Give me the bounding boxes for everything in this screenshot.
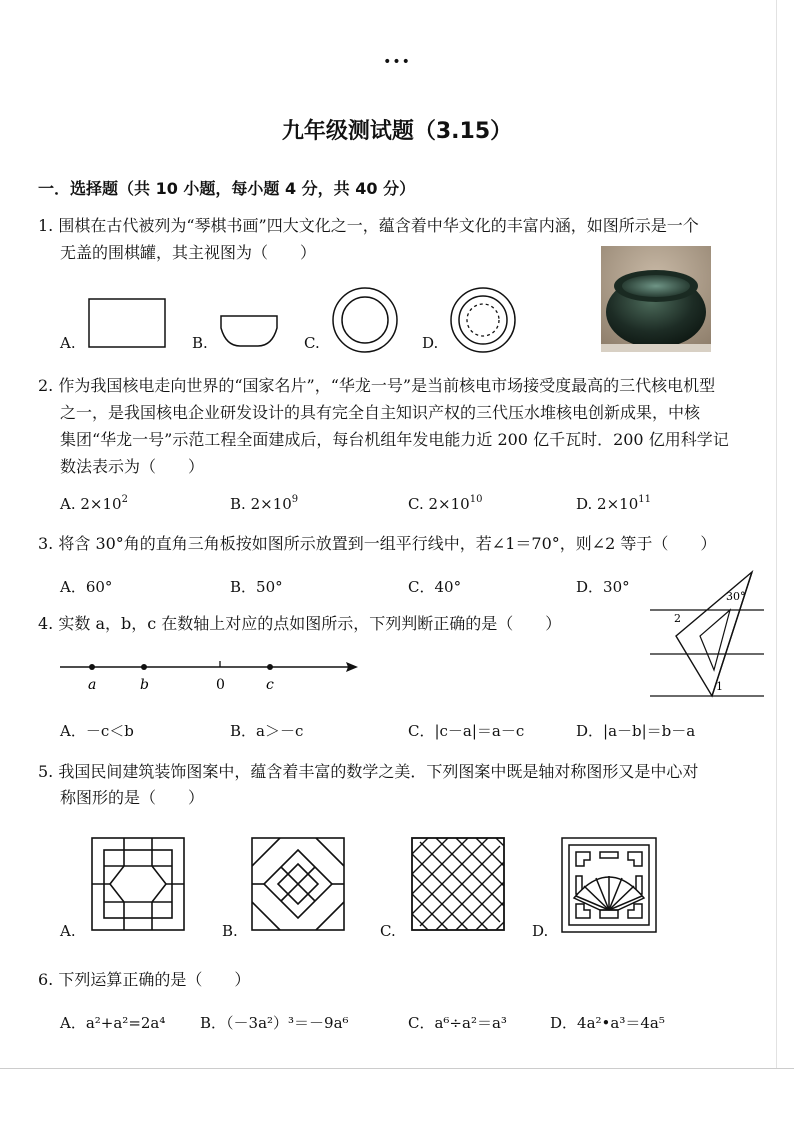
q6-text: 6. 下列运算正确的是（ ） xyxy=(38,970,251,989)
point-b xyxy=(141,664,147,670)
q2-option-a: A. $2\times 10^2$ xyxy=(60,494,128,513)
q5-option-b-knot-pattern xyxy=(250,836,346,932)
q1-option-b-bowl-figure xyxy=(218,310,280,350)
q6-option-d: D．4a²•a³＝4a⁵ xyxy=(550,1014,665,1032)
q4-option-a: A．－c＜b xyxy=(60,722,134,740)
q1-option-d-label: D. xyxy=(422,334,439,352)
q5-option-a-label: A. xyxy=(60,922,76,940)
page-edge xyxy=(776,0,777,1068)
q2-line3: 集团“华龙一号”示范工程全面建成后，每台机组年发电能力近 200 亿千瓦时．200 亿用科学记 xyxy=(60,430,729,449)
q4-option-c: C．|c－a|＝a－c xyxy=(408,722,525,740)
q3-triangle-figure xyxy=(642,566,772,706)
q4-option-d: D．|a－b|＝b－a xyxy=(576,722,696,740)
q2-line2: 之一，是我国核电企业研发设计的具有完全自主知识产权的三代压水堆核电创新成果，中核 xyxy=(60,403,701,422)
q6-option-a: A．a²+a²=2a⁴ xyxy=(60,1014,166,1032)
q1-option-c-label: C. xyxy=(304,334,320,352)
label-c: c xyxy=(266,677,274,693)
q2-line1: 2. 作为我国核电走向世界的“国家名片”，“华龙一号”是当前核电市场接受度最高的三代核电机型 xyxy=(38,376,716,395)
point-a xyxy=(89,664,95,670)
q3-option-a: A．60° xyxy=(60,578,113,596)
page-divider xyxy=(0,1068,794,1069)
q3-option-c: C．40° xyxy=(408,578,462,596)
q2-line4: 数法表示为（ ） xyxy=(60,457,205,476)
q3-angle-1-label: 1 xyxy=(716,680,723,693)
label-zero: 0 xyxy=(216,677,225,693)
point-c xyxy=(267,664,273,670)
q5-option-d-label: D. xyxy=(532,922,549,940)
triangle-inner xyxy=(700,610,730,670)
q5-line2: 称图形的是（ ） xyxy=(60,788,205,807)
label-a: a xyxy=(88,677,97,693)
q1-option-c-circles-figure xyxy=(330,285,400,355)
q1-option-d-circles-figure xyxy=(448,285,518,355)
q1-line2: 无盖的围棋罐，其主视图为（ ） xyxy=(60,243,317,262)
q2-option-c: C. $2\times 10^{10}$ xyxy=(408,494,483,513)
q5-option-d-fan-pattern xyxy=(560,836,660,936)
q5-option-a-hexagon-pattern xyxy=(90,836,186,932)
go-jar-photo xyxy=(601,246,711,352)
q1-option-a-rectangle-figure xyxy=(88,298,168,350)
q3-option-b: B．50° xyxy=(230,578,283,596)
label-b: b xyxy=(140,677,149,693)
q5-line1: 5. 我国民间建筑装饰图案中，蕴含着丰富的数学之美．下列图案中既是轴对称图形又是中心对 xyxy=(38,762,699,781)
menu-dots-icon[interactable]: ••• xyxy=(383,54,411,70)
q1-option-b-label: B. xyxy=(192,334,208,352)
q2-option-b: B. $2\times 10^9$ xyxy=(230,494,299,513)
q4-option-b: B．a＞－c xyxy=(230,722,304,740)
q5-option-c-weave-pattern xyxy=(410,836,506,932)
q5-option-b-label: B. xyxy=(222,922,238,940)
q5-option-c-label: C. xyxy=(380,922,396,940)
q3-angle-2-label: 2 xyxy=(674,612,681,625)
q3-angle-30-label: 30° xyxy=(726,590,746,603)
page-title: 九年级测试题（3.15） xyxy=(281,119,513,144)
q3-option-d: D．30° xyxy=(576,578,630,596)
q6-option-b: B．（－3a²）³＝－9a⁶ xyxy=(200,1014,349,1032)
q2-option-d: D. $2\times 10^{11}$ xyxy=(576,494,651,513)
q1-line1: 1. 围棋在古代被列为“琴棋书画”四大文化之一，蕴含着中华文化的丰富内涵，如图所示是一个 xyxy=(38,216,699,235)
q6-option-c: C．a⁶÷a²＝a³ xyxy=(408,1014,507,1032)
q1-option-a-label: A. xyxy=(60,334,76,352)
q4-text: 4. 实数 a，b，c 在数轴上对应的点如图所示，下列判断正确的是（ ） xyxy=(38,614,562,633)
section-heading: 一．选择题（共 10 小题，每小题 4 分，共 40 分） xyxy=(38,179,416,198)
q3-text: 3. 将含 30°角的直角三角板按如图所示放置到一组平行线中，若∠1＝70°，则∠2 等于（ ） xyxy=(38,534,717,553)
q4-number-line xyxy=(58,656,362,696)
